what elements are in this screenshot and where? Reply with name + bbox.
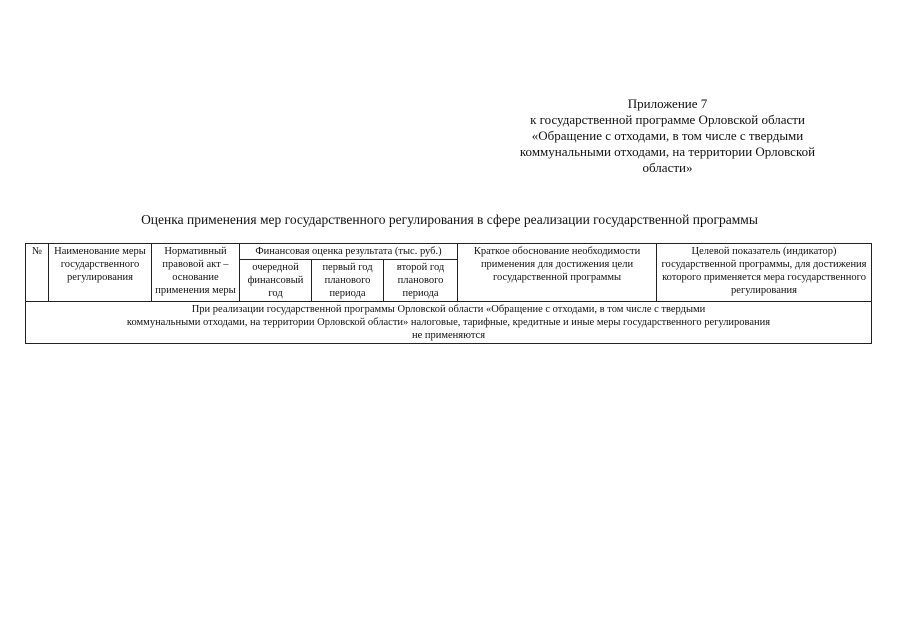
col-header-justification: Краткое обоснование необходимости применения для достижения цели государственной программы [458,244,657,302]
col-header-first-plan-year: первый год планового периода [312,260,384,302]
table-row [26,302,872,344]
appendix-line: коммунальными отходами, на территории Орловской [519,144,816,159]
appendix-line: «Обращение с отходами, в том числе с твердыми [531,128,804,143]
note-line: коммунальными отходами, на территории Орловской области» налоговые, тарифные, кредитные и иные меры государственного регулирования [126,317,771,328]
appendix-line: области» [642,160,693,175]
col-header-measure-name: Наименование меры государственного регулирования [49,244,152,302]
appendix-line: к государственной программе Орловской области [530,112,805,127]
appendix-header [480,96,855,176]
col-header-current-year: очередной финансовый год [240,260,312,302]
col-header-legal-act: Нормативный правовой акт – основание применения меры [152,244,240,302]
col-header-number: № [26,244,49,302]
appendix-line: Приложение 7 [627,96,708,111]
header-row [26,244,872,260]
regulation-measures-table [25,243,872,344]
document-title: Оценка применения мер государственного регулирования в сфере реализации государственной программы [141,212,758,227]
not-applied-note [26,302,872,344]
col-header-second-plan-year: второй год планового периода [384,260,458,302]
col-header-financial-assessment: Финансовая оценка результата (тыс. руб.) [240,244,458,260]
note-line: При реализации государственной программы Орловской области «Обращение с отходами, в том числе с твердыми [191,304,706,315]
col-header-target-indicator: Целевой показатель (индикатор) государственной программы, для достижения которого применяется мера государственного регулирования [657,244,872,302]
note-line: не применяются [411,330,486,341]
